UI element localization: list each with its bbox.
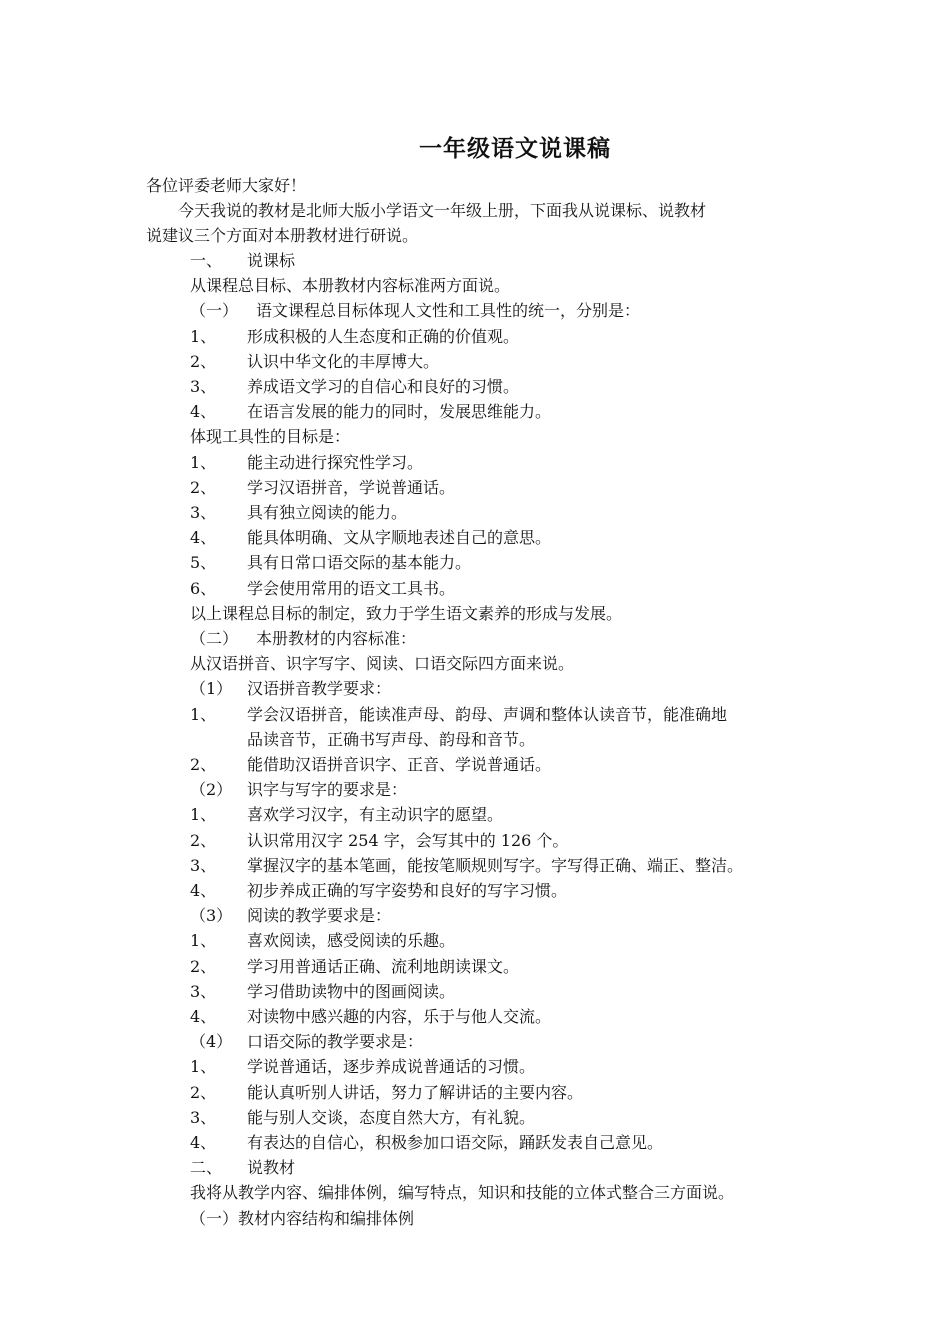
item-text: 以上课程总目标的制定，致力于学生语文素养的形成与发展。: [190, 604, 623, 623]
item-number: 1、: [190, 705, 217, 724]
text-line: [190, 425, 930, 449]
list-item: [190, 955, 930, 979]
item-number: （4）: [190, 1032, 233, 1051]
item-number: 2、: [190, 352, 217, 371]
item-number: 4、: [190, 402, 217, 421]
list-item: [190, 501, 930, 525]
item-number: 2、: [190, 755, 217, 774]
item-text: 掌握汉字的基本笔画，能按笔顺规则写字。字写得正确、端正、整洁。: [247, 856, 744, 875]
item-number: 2、: [190, 831, 217, 850]
text-line: [190, 1181, 930, 1205]
text-line: [190, 1207, 930, 1231]
list-item: [190, 1005, 930, 1029]
item-text: 养成语文学习的自信心和良好的习惯。: [247, 377, 520, 396]
list-item: [190, 879, 930, 903]
item-text: 能借助汉语拼音识字、正音、学说普通话。: [247, 755, 552, 774]
item-text: 品读音节，正确书写声母、韵母和音节。: [247, 730, 536, 749]
item-number: 5、: [190, 553, 217, 572]
list-item: [190, 980, 930, 1004]
item-text: 本册教材的内容标准：: [256, 629, 417, 648]
list-item: [190, 350, 930, 374]
item-text: 能与别人交谈，态度自然大方，有礼貌。: [247, 1108, 536, 1127]
greeting-line: 各位评委老师大家好！: [146, 176, 307, 195]
intro-line-2: 说建议三个方面对本册教材进行研说。: [146, 226, 419, 245]
list-item: [190, 854, 930, 878]
text-line: [190, 677, 930, 701]
item-text: 有表达的自信心，积极参加口语交际，踊跃发表自己意见。: [247, 1133, 664, 1152]
item-number: 4、: [190, 1133, 217, 1152]
text-line: [247, 728, 930, 752]
item-number: 2、: [190, 478, 217, 497]
text-line: [190, 627, 930, 651]
item-text: 我将从教学内容、编排体例，编写特点，知识和技能的立体式整合三方面说。: [190, 1183, 735, 1202]
item-text: 学习汉语拼音，学说普通话。: [247, 478, 456, 497]
list-item: [190, 577, 930, 601]
item-text: 能具体明确、文从字顺地表述自己的意思。: [247, 528, 552, 547]
item-number: （2）: [190, 780, 233, 799]
item-text: 从汉语拼音、识字写字、阅读、口语交际四方面来说。: [190, 654, 575, 673]
item-text: 学说普通话，逐步养成说普通话的习惯。: [247, 1057, 536, 1076]
list-item: [190, 400, 930, 424]
section-heading: [190, 1156, 930, 1180]
item-number: 2、: [190, 957, 217, 976]
document-title: 一年级语文说课稿: [419, 135, 611, 162]
item-text: 喜欢学习汉字，有主动识字的愿望。: [247, 805, 504, 824]
item-text: 在语言发展的能力的同时，发展思维能力。: [247, 402, 552, 421]
item-text: 具有日常口语交际的基本能力。: [247, 553, 472, 572]
item-number: 2、: [190, 1083, 217, 1102]
section-heading: [190, 249, 930, 273]
item-text: 体现工具性的目标是：: [190, 427, 351, 446]
list-item: [190, 929, 930, 953]
item-text: 认识中华文化的丰厚博大。: [247, 352, 440, 371]
list-item: [190, 325, 930, 349]
item-number: 1、: [190, 805, 217, 824]
text-line: [190, 904, 930, 928]
item-text: 学会使用常用的语文工具书。: [247, 579, 456, 598]
item-text: 从课程总目标、本册教材内容标准两方面说。: [190, 276, 511, 295]
item-number: 1、: [190, 1057, 217, 1076]
item-number: 3、: [190, 982, 217, 1001]
list-item: [190, 1055, 930, 1079]
item-text: 阅读的教学要求是：: [247, 906, 392, 925]
list-item: [190, 1081, 930, 1105]
item-number: 4、: [190, 1007, 217, 1026]
intro-line-1: 今天我说的教材是北师大版小学语文一年级上册，下面我从说课标、说教材: [178, 201, 707, 220]
list-item: [190, 451, 930, 475]
item-text: 喜欢阅读，感受阅读的乐趣。: [247, 931, 456, 950]
item-text: 形成积极的人生态度和正确的价值观。: [247, 327, 520, 346]
item-number: 3、: [190, 503, 217, 522]
item-text: 学会汉语拼音，能读准声母、韵母、声调和整体认读音节，能准确地: [247, 705, 728, 724]
item-number: 4、: [190, 528, 217, 547]
item-number: 1、: [190, 931, 217, 950]
list-item: [190, 803, 930, 827]
list-item: [190, 551, 930, 575]
list-item: [190, 753, 930, 777]
item-number: 6、: [190, 579, 217, 598]
item-text: 口语交际的教学要求是：: [247, 1032, 424, 1051]
text-line: [190, 778, 930, 802]
item-text: 识字与写字的要求是：: [247, 780, 408, 799]
list-item: [190, 1131, 930, 1155]
item-number: 4、: [190, 881, 217, 900]
item-text: 能主动进行探究性学习。: [247, 453, 424, 472]
item-number: 1、: [190, 453, 217, 472]
item-number: 3、: [190, 856, 217, 875]
item-text: 初步养成正确的写字姿势和良好的写字习惯。: [247, 881, 568, 900]
list-item: [190, 1106, 930, 1130]
list-item: [190, 829, 930, 853]
item-number: （3）: [190, 906, 233, 925]
item-text: 说课标: [247, 251, 296, 270]
item-text: 说教材: [247, 1158, 296, 1177]
list-item: [190, 526, 930, 550]
list-item: [190, 703, 930, 727]
item-number: 3、: [190, 377, 217, 396]
item-number: 二、: [190, 1158, 223, 1177]
item-text: 学习用普通话正确、流利地朗读课文。: [247, 957, 520, 976]
item-number: 1、: [190, 327, 217, 346]
item-number: （二）: [190, 629, 239, 648]
list-item: [190, 476, 930, 500]
item-text: 认识常用汉字 254 字，会写其中的 126 个。: [247, 831, 569, 850]
item-text: 学习借助读物中的图画阅读。: [247, 982, 456, 1001]
text-line: [190, 1030, 930, 1054]
item-text: 对读物中感兴趣的内容，乐于与他人交流。: [247, 1007, 552, 1026]
item-text: 具有独立阅读的能力。: [247, 503, 408, 522]
item-text: 汉语拼音教学要求：: [247, 679, 392, 698]
text-line: [190, 602, 930, 626]
item-number: （一）: [190, 301, 239, 320]
text-line: [190, 299, 930, 323]
text-line: [190, 274, 930, 298]
item-text: （一）教材内容结构和编排体例: [190, 1209, 415, 1228]
item-number: 一、: [190, 251, 223, 270]
item-text: 能认真听别人讲话，努力了解讲话的主要内容。: [247, 1083, 584, 1102]
item-number: 3、: [190, 1108, 217, 1127]
text-line: [190, 652, 930, 676]
item-text: 语文课程总目标体现人文性和工具性的统一，分别是：: [256, 301, 641, 320]
item-number: （1）: [190, 679, 233, 698]
list-item: [190, 375, 930, 399]
